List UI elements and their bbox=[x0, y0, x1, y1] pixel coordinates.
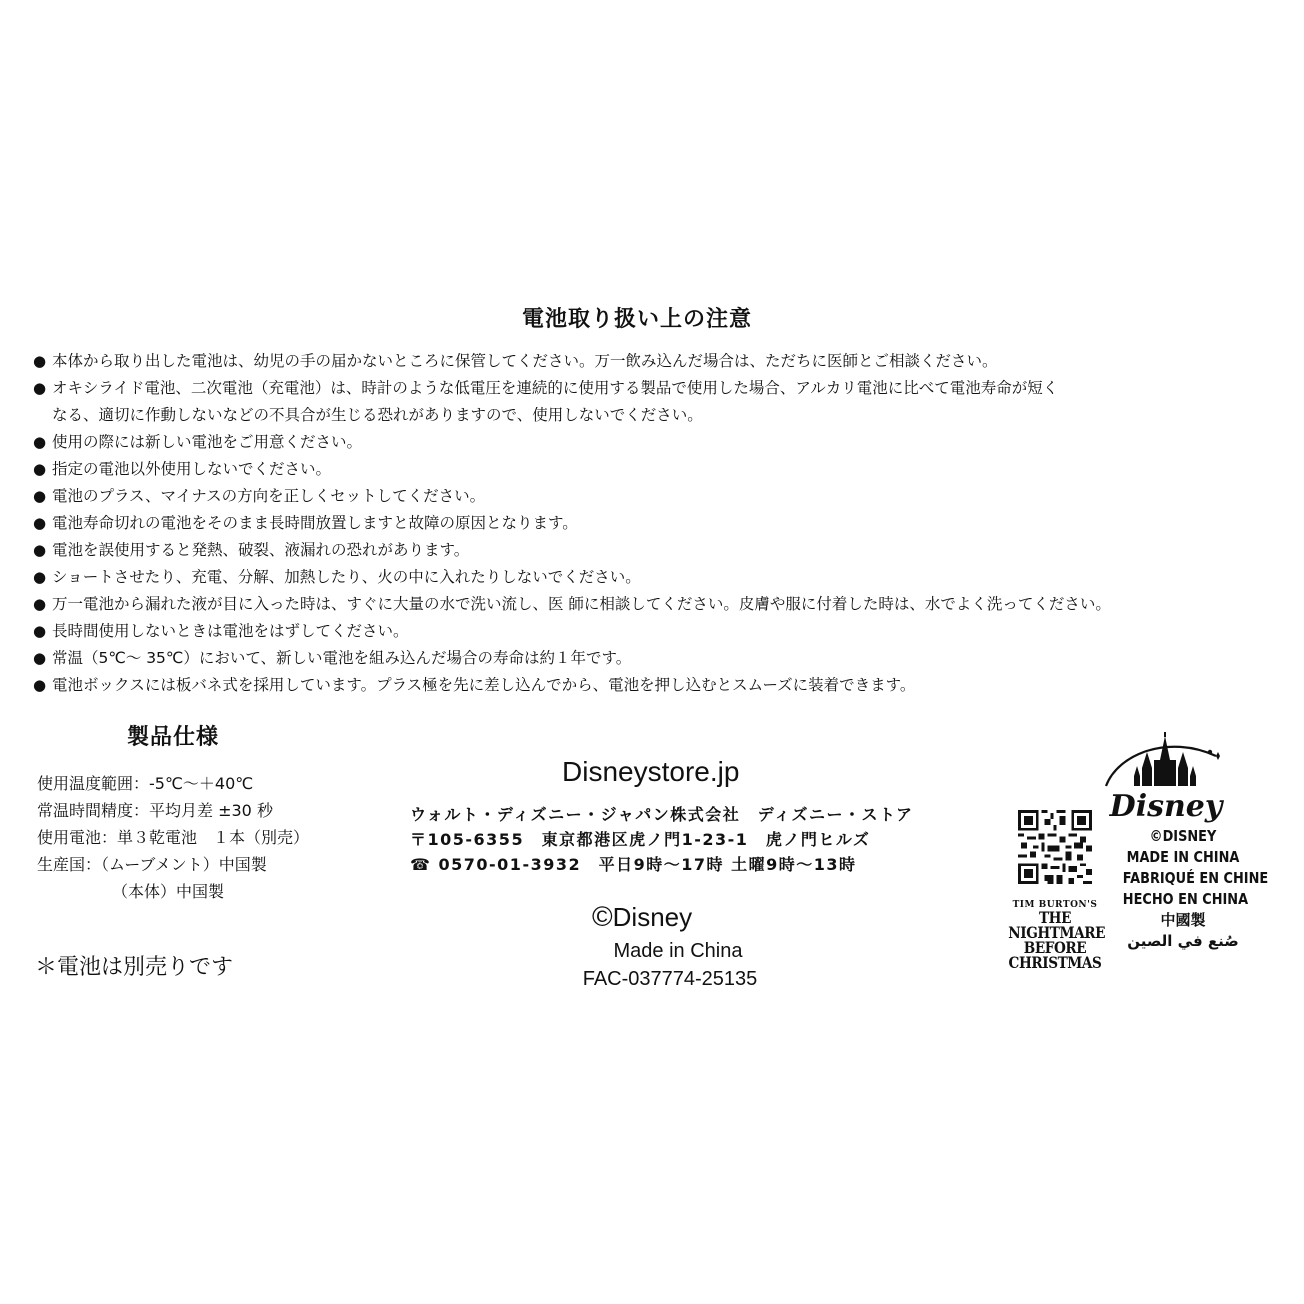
caution-item bbox=[33, 429, 1111, 456]
caution-text-continued: なる、適切に作動しないなどの不具合が生じる恐れがありますので、使用しないでください。 bbox=[52, 406, 703, 424]
caution-item bbox=[33, 456, 1111, 483]
caution-text: 常温（5℃～ 35℃）において、新しい電池を組み込んだ場合の寿命は約１年です。 bbox=[52, 649, 632, 667]
bullet-icon: ● bbox=[33, 622, 47, 640]
caution-item bbox=[33, 348, 1111, 375]
factory-code: FAC-037774-25135 bbox=[582, 968, 758, 990]
origin-labels bbox=[1113, 826, 1269, 952]
disney-logo-text: Disney bbox=[1109, 789, 1223, 824]
bullet-icon: ● bbox=[33, 649, 47, 667]
spec-row: 使用電池：単３乾電池 １本（別売） bbox=[37, 828, 310, 847]
spec-row: （本体）中国製 bbox=[112, 882, 225, 901]
made-in-china-zh: 中國製 bbox=[1160, 911, 1206, 929]
bullet-icon: ● bbox=[33, 568, 47, 586]
bullet-icon: ● bbox=[33, 460, 47, 478]
caution-item bbox=[33, 591, 1111, 618]
caution-text: 長時間使用しないときは電池をはずしてください。 bbox=[52, 622, 409, 640]
caution-item bbox=[33, 564, 1111, 591]
nbc-logo-line: BEFORE bbox=[1023, 938, 1087, 957]
caution-text: ショートさせたり、充電、分解、加熱したり、火の中に入れたりしないでください。 bbox=[52, 568, 641, 586]
caution-item bbox=[33, 537, 1111, 564]
caution-item bbox=[33, 618, 1111, 645]
caution-text: 本体から取り出した電池は、幼児の手の届かないところに保管してください。万一飲み込んだ場合は、ただちに医師とご相談ください。 bbox=[52, 352, 998, 370]
company-phone: ☎ 0570-01-3932 平日9時～17時 土曜9時～13時 bbox=[410, 855, 857, 874]
store-url: Disneystore.jp bbox=[562, 756, 740, 787]
bullet-icon: ● bbox=[33, 433, 47, 451]
caution-text: 電池のプラス、マイナスの方向を正しくセットしてください。 bbox=[52, 487, 486, 505]
bullet-icon: ● bbox=[33, 514, 47, 532]
caution-text: オキシライド電池、二次電池（充電池）は、時計のような低電圧を連続的に使用する製品で使用した場合、アルカリ電池に比べて電池寿命が短く bbox=[52, 379, 1059, 397]
company-info bbox=[410, 802, 914, 877]
qr-code-icon bbox=[1018, 810, 1092, 884]
company-name: ウォルト・ディズニー・ジャパン株式会社 ディズニー・ストア bbox=[410, 805, 914, 824]
spec-list bbox=[37, 770, 309, 905]
caution-text: 指定の電池以外使用しないでください。 bbox=[52, 460, 332, 478]
bullet-icon: ● bbox=[33, 541, 47, 559]
caution-item bbox=[33, 645, 1111, 672]
nbc-logo-line: THE bbox=[1038, 908, 1072, 927]
caution-text: 使用の際には新しい電池をご用意ください。 bbox=[52, 433, 363, 451]
made-in-china: Made in China bbox=[613, 940, 743, 962]
copyright-line bbox=[592, 901, 692, 933]
caution-title: 電池取り扱い上の注意 bbox=[521, 307, 752, 332]
made-in-china-fr: FABRIQUÉ EN CHINE bbox=[1122, 869, 1269, 887]
spec-title: 製品仕様 bbox=[127, 725, 220, 750]
spec-row: 使用温度範囲：-5℃～＋40℃ bbox=[37, 774, 254, 793]
disney-castle-logo bbox=[1098, 730, 1234, 826]
company-address: 〒105-6355 東京都港区虎ノ門1-23-1 虎ノ門ヒルズ bbox=[410, 830, 871, 849]
right-copyright: ©DISNEY bbox=[1149, 827, 1217, 845]
caution-item bbox=[33, 510, 1111, 537]
spec-row: 常温時間精度：平均月差 ±30 秒 bbox=[37, 801, 273, 820]
caution-text: 電池寿命切れの電池をそのまま長時間放置しますと故障の原因となります。 bbox=[52, 514, 578, 532]
caution-item bbox=[33, 483, 1111, 510]
caution-text: 万一電池から漏れた液が目に入った時は、すぐに大量の水で洗い流し、医 師に相談してください。皮膚や服に付着した時は、水でよく洗ってください。 bbox=[52, 595, 1111, 613]
nbc-logo-line: NIGHTMARE bbox=[1008, 923, 1106, 942]
bullet-icon: ● bbox=[33, 379, 47, 397]
caution-item bbox=[33, 375, 1111, 429]
bullet-icon: ● bbox=[33, 595, 47, 613]
bullet-icon: ● bbox=[33, 487, 47, 505]
spec-row: 生産国：（ムーブメント）中国製 bbox=[37, 855, 267, 874]
copyright-name: Disney bbox=[612, 902, 693, 932]
made-in-china-es: HECHO EN CHINA bbox=[1122, 890, 1249, 908]
battery-note: ＊電池は別売りです bbox=[35, 955, 234, 980]
nightmare-before-christmas-logo bbox=[1000, 900, 1110, 970]
caution-text: 電池を誤使用すると発熱、破裂、液漏れの恐れがあります。 bbox=[52, 541, 470, 559]
bullet-icon: ● bbox=[33, 676, 47, 694]
caution-list bbox=[33, 348, 1111, 699]
nbc-logo-line: TIM BURTON'S bbox=[1012, 900, 1098, 910]
nbc-logo-line: CHRISTMAS bbox=[1008, 953, 1102, 972]
made-in-china-ar: صُنع في الصين bbox=[1127, 932, 1239, 950]
copyright-icon: © bbox=[592, 901, 613, 932]
caution-text: 電池ボックスには板バネ式を採用しています。プラス極を先に差し込んでから、電池を押し込むとスムーズに装着できます。 bbox=[52, 676, 916, 694]
caution-item bbox=[33, 672, 1111, 699]
bullet-icon: ● bbox=[33, 352, 47, 370]
made-in-china-en: MADE IN CHINA bbox=[1126, 848, 1240, 866]
